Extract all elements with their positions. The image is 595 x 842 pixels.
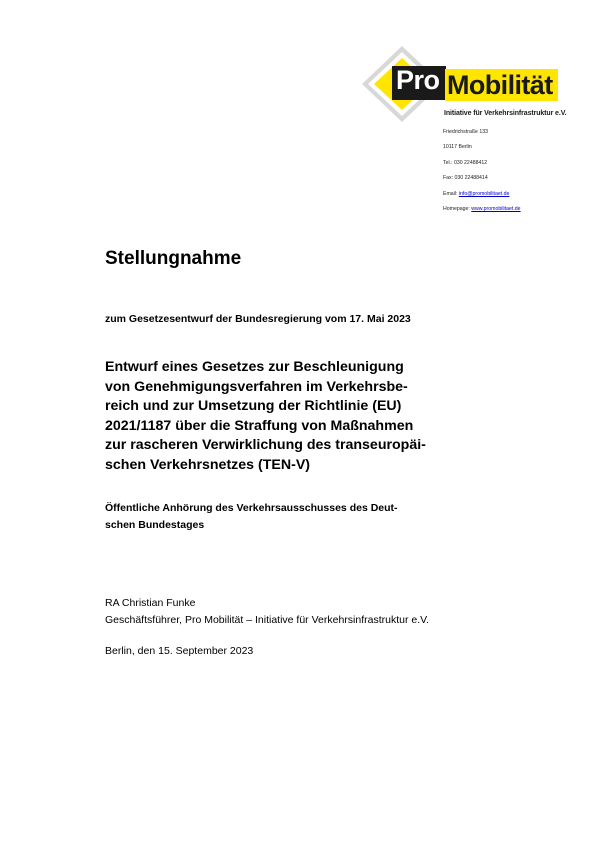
contact-email-label: Email: [443,190,459,197]
contact-city: 10117 Berlin [443,144,472,151]
contact-tel: Tel.: 030 22488412 [443,159,488,166]
pro-mobilitaet-logo [362,44,567,124]
headline-line: schen Verkehrsnetzes (TEN-V) [105,456,311,473]
document-title: Stellungnahme [105,248,242,269]
contact-homepage-link[interactable]: www.promobilitaet.de [471,206,521,213]
logo-mobilitaet-text: Mobilität [445,69,558,101]
document-date: Berlin, den 15. September 2023 [105,645,254,657]
contact-fax: Fax: 030 22488414 [443,175,488,182]
hearing-note [105,500,398,533]
headline-line: von Genehmigungsverfahren im Verkehrsbe- [105,378,408,395]
contact-block [443,125,521,217]
headline-line: Entwurf eines Gesetzes zur Beschleunigung [105,359,404,375]
document-subtitle: zum Gesetzesentwurf der Bundesregierung vom 17. Mai 2023 [105,313,411,325]
headline-line: reich und zur Umsetzung der Richtlinie (EU) [105,398,402,415]
logo-pro-text: Pro [396,65,440,95]
headline-line: zur rascheren Verwirklichung des transeuropäi- [105,437,426,454]
contact-email-row [443,187,521,202]
contact-email-link[interactable]: info@promobilitaet.de [458,190,510,197]
logo-tagline: Initiative für Verkehrsinfrastruktur e.V. [444,110,567,117]
author-block [105,595,429,628]
contact-homepage-label: Homepage: [443,206,472,213]
document-headline [105,358,475,476]
author-role: Geschäftsführer, Pro Mobilität – Initiative für Verkehrsinfrastruktur e.V. [105,613,430,626]
author-name: RA Christian Funke [105,597,196,609]
headline-line: 2021/1187 über die Straffung von Maßnahmen [105,417,414,434]
contact-homepage-row [443,202,521,217]
hearing-line: Öffentliche Anhörung des Verkehrsausschusses des Deut- [105,502,398,514]
contact-street: Friedrichstraße 133 [443,129,488,135]
hearing-line: schen Bundestages [105,518,205,531]
